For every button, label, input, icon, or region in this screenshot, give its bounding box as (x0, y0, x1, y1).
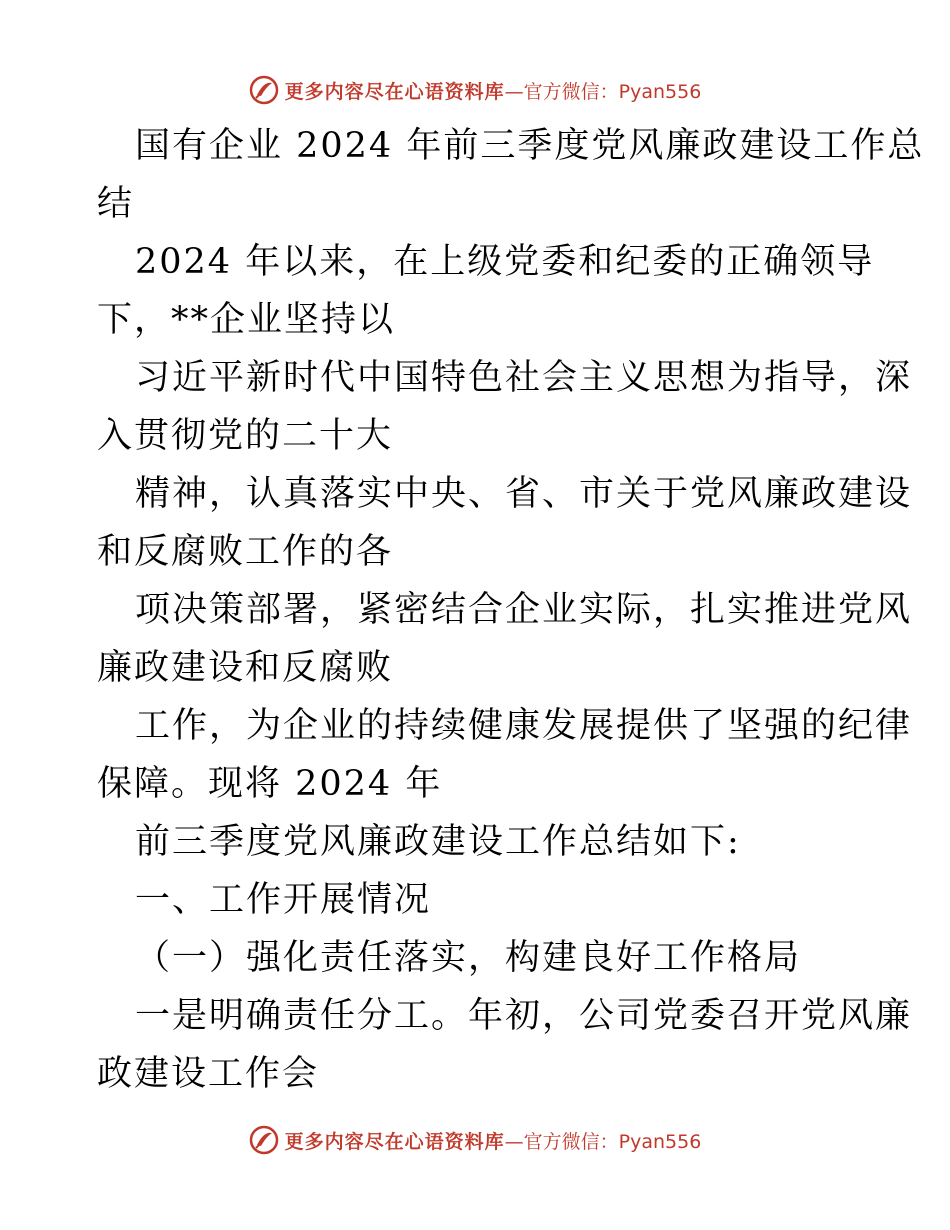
paragraph-line: 和反腐败工作的各 (97, 532, 394, 572)
section-heading: 一、工作开展情况 (135, 880, 432, 920)
paragraph-line: 2024 年以来，在上级党委和纪委的正确领导 (135, 242, 875, 282)
header-watermark-text: 更多内容尽在心语资料库 (284, 80, 505, 103)
header-watermark-contact: —官方微信：Pyan556 (504, 80, 702, 103)
document-title-line-1: 国有企业 2024 年前三季度党风廉政建设工作总 (135, 126, 925, 166)
paragraph-line: 下，**企业坚持以 (97, 300, 396, 340)
paragraph-line: 保障。现将 2024 年 (97, 764, 443, 804)
footer-watermark-banner (0, 1120, 950, 1160)
document-title-line-2: 结 (97, 184, 135, 224)
paragraph-line: 一是明确责任分工。年初，公司党委召开党风廉 (135, 996, 913, 1036)
paragraph-line: 政建设工作会 (97, 1054, 320, 1094)
header-watermark-banner (0, 70, 950, 110)
paragraph-line: 精神，认真落实中央、省、市关于党风廉政建设 (135, 474, 913, 514)
book-feather-logo-icon (249, 1125, 279, 1155)
paragraph-line: 廉政建设和反腐败 (97, 648, 394, 688)
paragraph-line: 工作，为企业的持续健康发展提供了坚强的纪律 (135, 706, 913, 746)
paragraph-line: 项决策部署，紧密结合企业实际，扎实推进党风 (135, 590, 913, 630)
paragraph-line: 入贯彻党的二十大 (97, 416, 394, 456)
footer-watermark-text: 更多内容尽在心语资料库 (284, 1130, 505, 1153)
paragraph-line: 习近平新时代中国特色社会主义思想为指导，深 (135, 358, 913, 398)
subsection-heading: （一）强化责任落实，构建良好工作格局 (135, 938, 802, 978)
book-feather-logo-icon (249, 75, 279, 105)
paragraph-line: 前三季度党风廉政建设工作总结如下: (135, 822, 741, 862)
footer-watermark-contact: —官方微信：Pyan556 (504, 1130, 702, 1153)
